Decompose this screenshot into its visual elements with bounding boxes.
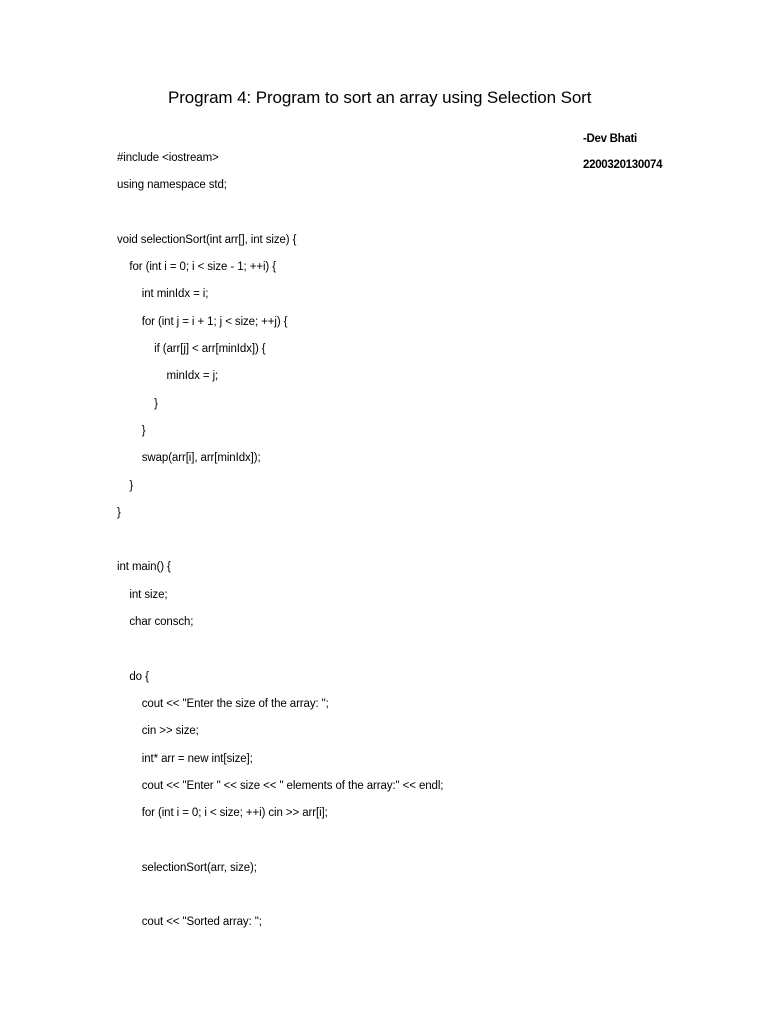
code-line: for (int j = i + 1; j < size; ++j) { — [117, 315, 288, 328]
code-line — [117, 641, 443, 668]
code-line: cout << "Enter the size of the array: "; — [117, 697, 329, 710]
code-line: } — [117, 424, 146, 437]
roll-number: 2200320130074 — [583, 159, 663, 171]
code-line: } — [117, 397, 158, 410]
code-line: int minIdx = i; — [117, 288, 209, 301]
code-line: void selectionSort(int arr[], int size) { — [117, 233, 297, 246]
code-line: } — [117, 506, 121, 519]
code-line: int main() { — [117, 561, 171, 574]
code-line: int size; — [117, 588, 168, 601]
code-line: do { — [117, 670, 149, 683]
code-line — [117, 205, 443, 232]
code-line: for (int i = 0; i < size - 1; ++i) { — [117, 261, 276, 274]
code-line — [117, 832, 443, 859]
code-listing — [117, 150, 443, 942]
code-line: using namespace std; — [117, 179, 227, 192]
code-line: #include <iostream> — [117, 152, 219, 164]
code-line: if (arr[j] < arr[minIdx]) { — [117, 343, 266, 356]
code-line: } — [117, 479, 134, 492]
code-line: selectionSort(arr, size); — [117, 861, 257, 874]
code-line: minIdx = j; — [117, 370, 219, 383]
code-line — [117, 532, 443, 559]
code-line: cout << "Enter " << size << " elements of the array:" << endl; — [117, 779, 444, 792]
code-line — [117, 887, 443, 914]
code-line: for (int i = 0; i < size; ++i) cin >> arr[i]; — [117, 807, 328, 820]
code-line: int* arr = new int[size]; — [117, 752, 253, 765]
code-line: cin >> size; — [117, 725, 199, 738]
code-line: char consch; — [117, 616, 194, 629]
page-title: Program 4: Program to sort an array using Selection Sort — [168, 88, 592, 107]
code-line: cout << "Sorted array: "; — [117, 916, 262, 929]
author-name: -Dev Bhati — [583, 133, 637, 145]
code-line: swap(arr[i], arr[minIdx]); — [117, 452, 261, 465]
